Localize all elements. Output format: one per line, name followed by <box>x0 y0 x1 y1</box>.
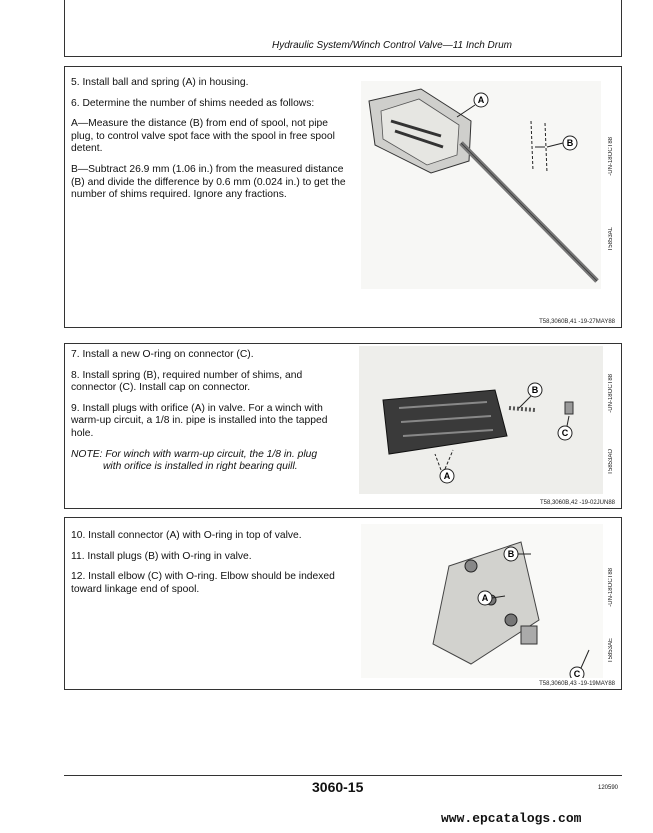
callout-c: C <box>573 669 581 678</box>
step-6b: B—Subtract 26.9 mm (1.06 in.) from the measured distance (B) and divide the difference by 0.6 mm (0.024 in.) to get the number of shims required. Ignore any fractions. <box>71 163 346 201</box>
step-6: 6. Determine the number of shims needed as follows: <box>71 97 315 109</box>
step-9: 9. Install plugs with orifice (A) in valve. For a winch with warm-up circuit, a 1/8 in. pipe is installed into the tapped hole. <box>71 402 328 439</box>
watermark: www.epcatalogs.com <box>441 811 582 826</box>
callout-b: B <box>566 138 574 148</box>
figure-valve-spring <box>359 346 603 494</box>
step-8: 8. Install spring (B), required number of shims, and connector (C). Install cap on connector. <box>71 369 303 394</box>
step-10: 10. Install connector (A) with O-ring in top of valve. <box>71 530 302 541</box>
callout-a: A <box>477 95 485 105</box>
step-12: 12. Install elbow (C) with O-ring. Elbow should be indexed toward linkage end of spool. <box>71 571 335 595</box>
page-code: 120590 <box>598 785 619 791</box>
callout-a: A <box>481 593 489 603</box>
header-title: Hydraulic System/Winch Control Valve—11 Inch Drum <box>272 40 512 51</box>
note-line-2: with orifice is installed in right bearing quill. <box>103 461 298 473</box>
figure-side-code: -UN-18OCT88 <box>608 568 614 607</box>
section-1-ref: T58,3060B,41 -19-27MAY88 <box>539 319 615 325</box>
valve-spring-illustration <box>359 346 603 494</box>
step-11: 11. Install plugs (B) with O-ring in valve. <box>71 550 252 562</box>
valve-measure-illustration <box>361 81 601 289</box>
callout-b-top: B <box>507 549 515 559</box>
step-6a: A—Measure the distance (B) from end of spool, not pipe plug, to control valve spot face with the spool in free spool detent. <box>71 118 335 155</box>
note <box>71 449 349 474</box>
section-3-text <box>71 530 349 604</box>
callout-c: C <box>561 428 569 438</box>
figure-code: T5853AE <box>608 638 614 664</box>
figure-code: T5853AO <box>608 449 614 475</box>
section-2-text <box>71 349 349 482</box>
note-line-1: NOTE: For winch with warm-up circuit, the 1/8 in. plug <box>71 448 318 460</box>
callout-b: B <box>531 385 539 395</box>
footer-divider <box>64 775 622 776</box>
section-3 <box>64 517 622 690</box>
figure-valve-measure <box>361 81 601 289</box>
step-5: 5. Install ball and spring (A) in housing. <box>71 77 249 88</box>
page-header <box>64 40 622 51</box>
valve-connectors-illustration <box>361 524 603 678</box>
section-3-ref: T58,3060B,43 -19-19MAY88 <box>539 681 615 687</box>
section-2 <box>64 343 622 509</box>
step-7: 7. Install a new O-ring on connector (C). <box>71 349 254 360</box>
section-1-text <box>71 77 349 210</box>
section-2-ref: T58,3060B,42 -19-02JUN88 <box>539 500 615 506</box>
figure-valve-connectors <box>361 524 603 678</box>
callout-a: A <box>443 471 451 481</box>
figure-side-code: -UN-18OCT88 <box>608 374 614 413</box>
section-1 <box>64 66 622 328</box>
figure-side-code: -UN-18OCT88 <box>608 137 614 176</box>
page-number: 3060-15 <box>312 779 364 795</box>
figure-code: T5853AL <box>608 227 614 252</box>
